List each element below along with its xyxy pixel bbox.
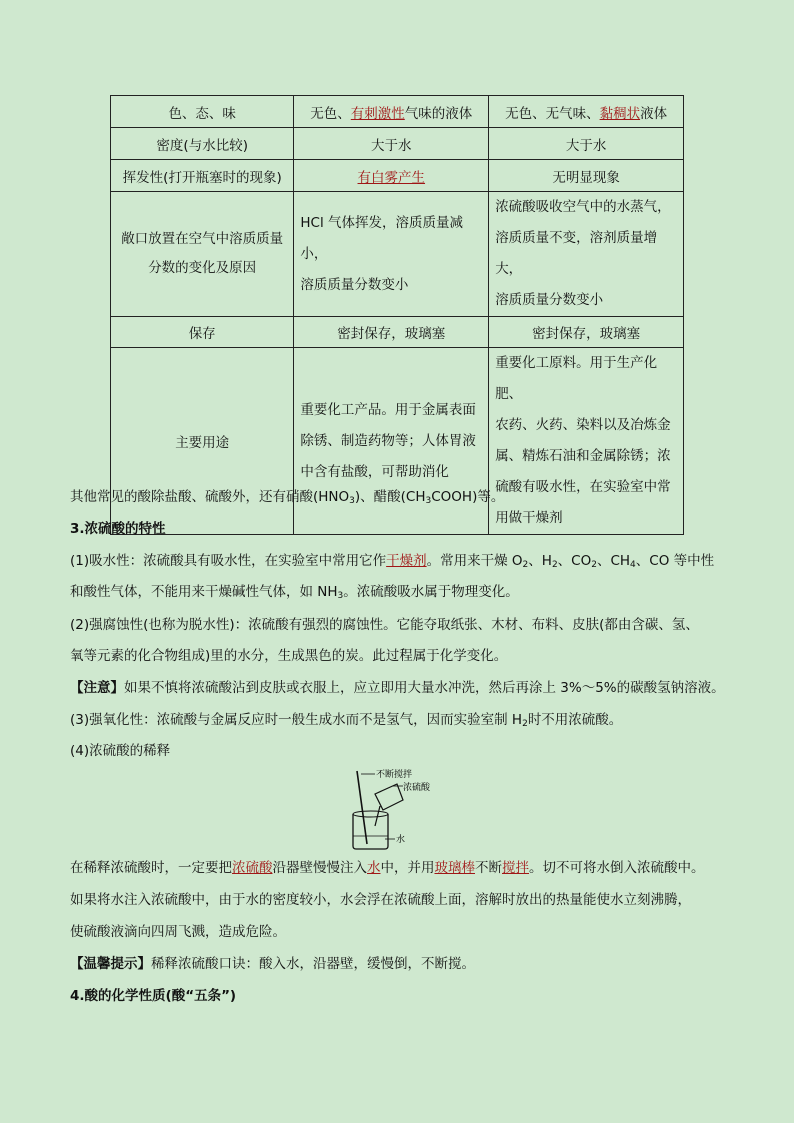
paragraph: 如果将水注入浓硫酸中，由于水的密度较小，水会浮在浓硫酸上面，溶解时放出的热量能使水立刻沸腾， [70, 892, 691, 908]
cell-line: 用做干燥剂 [495, 510, 563, 526]
cell-line: 重要化工产品。用于金属表面 [300, 401, 476, 418]
cell-line: 分数的变化及原因 [148, 260, 257, 276]
cell-line: 农药、火药、染料以及冶炼金 [495, 417, 671, 433]
table-cell: 无色、有刺激性气味的液体 [294, 96, 489, 128]
label-acid: 浓硫酸 [403, 783, 431, 793]
table-row [111, 192, 684, 317]
table-cell: 密度(与水比较) [111, 128, 294, 160]
cell-line: 硫酸有吸水性，在实验室中常 [495, 479, 671, 495]
paragraph: 使硫酸液滴向四周飞溅，造成危险。 [70, 924, 286, 940]
paragraph: 在稀释浓硫酸时，一定要把浓硫酸沿器壁慢慢注入水中，并用玻璃棒不断搅拌。切不可将水倒入浓硫酸中。 [70, 860, 705, 876]
acid-properties-table [110, 95, 684, 535]
cell-line: 属、精炼石油和金属除锈；浓 [495, 448, 671, 464]
table-cell: 无色、无气味、黏稠状液体 [489, 96, 684, 128]
cell-line: 溶质质量分数变小 [495, 292, 604, 308]
cell-line: 敞口放置在空气中溶质质量 [121, 231, 284, 247]
cell-line: 溶质质量分数变小 [300, 276, 409, 293]
label-stir: 不断搅拌 [376, 770, 413, 780]
note-label: 【注意】 [70, 680, 124, 696]
cell-line: 重要化工原料。用于生产化肥、 [495, 355, 658, 402]
paragraph: (1)吸水性：浓硫酸具有吸水性，在实验室中常用它作干燥剂。常用来干燥 $O_2$、$H_2$、$CO_2$、$CH_4$、CO 等中性 [70, 553, 715, 570]
tip-label: 【温馨提示】 [70, 956, 151, 972]
table-row [111, 96, 684, 128]
section-heading: 4.酸的化学性质(酸“五条”) [70, 988, 237, 1004]
paragraph: 氧等元素的化合物组成)里的水分，生成黑色的炭。此过程属于化学变化。 [70, 648, 508, 664]
cell-line: 溶质质量不变，溶剂质量增大， [495, 230, 658, 277]
table-cell [111, 192, 294, 317]
paragraph: 和酸性气体，不能用来干燥碱性气体，如 $NH_3$。浓硫酸吸水属于物理变化。 [70, 584, 519, 601]
table-cell: 大于水 [294, 128, 489, 160]
table-cell: 有白雾产生 [294, 160, 489, 192]
table-row [111, 128, 684, 160]
table-cell: 保存 [111, 317, 294, 348]
table-cell [489, 192, 684, 317]
note-paragraph: 【注意】如果不慎将浓硫酸沾到皮肤或衣服上，应立即用大量水冲洗，然后再涂上 3%～5%的碳酸氢钠溶液。 [70, 680, 725, 696]
paragraph: (3)强氧化性：浓硫酸与金属反应时一般生成水而不是氢气，因而实验室制 $H_2$时不用浓硫酸。 [70, 712, 623, 729]
table-cell: 色、态、味 [111, 96, 294, 128]
table-row [111, 160, 684, 192]
paragraph: (4)浓硫酸的稀释 [70, 743, 171, 759]
cell-line: 中含有盐酸，可帮助消化 [300, 463, 449, 480]
dilution-diagram [345, 766, 431, 851]
other-acids-text: 其他常见的酸除盐酸、硫酸外，还有硝酸$(HNO_3)$、醋酸$(CH_3COOH)$等。 [70, 489, 505, 506]
table-cell [294, 192, 489, 317]
section-heading: 3.浓硫酸的特性 [70, 521, 166, 537]
paragraph: (2)强腐蚀性(也称为脱水性)：浓硫酸有强烈的腐蚀性。它能夺取纸张、木材、布料、皮肤(都由含碳、氢、 [70, 617, 699, 633]
table-cell: 密封保存，玻璃塞 [294, 317, 489, 348]
table-cell: 密封保存，玻璃塞 [489, 317, 684, 348]
table-cell: 挥发性(打开瓶塞时的现象) [111, 160, 294, 192]
cell-line: 浓硫酸吸收空气中的水蒸气， [495, 199, 671, 215]
table-cell: 主要用途 [111, 348, 294, 535]
cell-line: HCl 气体挥发，溶质质量减小， [300, 214, 464, 262]
table-cell: 大于水 [489, 128, 684, 160]
cell-line: 除锈、制造药物等；人体胃液 [300, 432, 476, 449]
label-water: 水 [396, 835, 406, 845]
table-cell: 无明显现象 [489, 160, 684, 192]
table-row [111, 317, 684, 348]
tip-paragraph: 【温馨提示】稀释浓硫酸口诀：酸入水，沿器壁，缓慢倒，不断搅。 [70, 956, 475, 972]
